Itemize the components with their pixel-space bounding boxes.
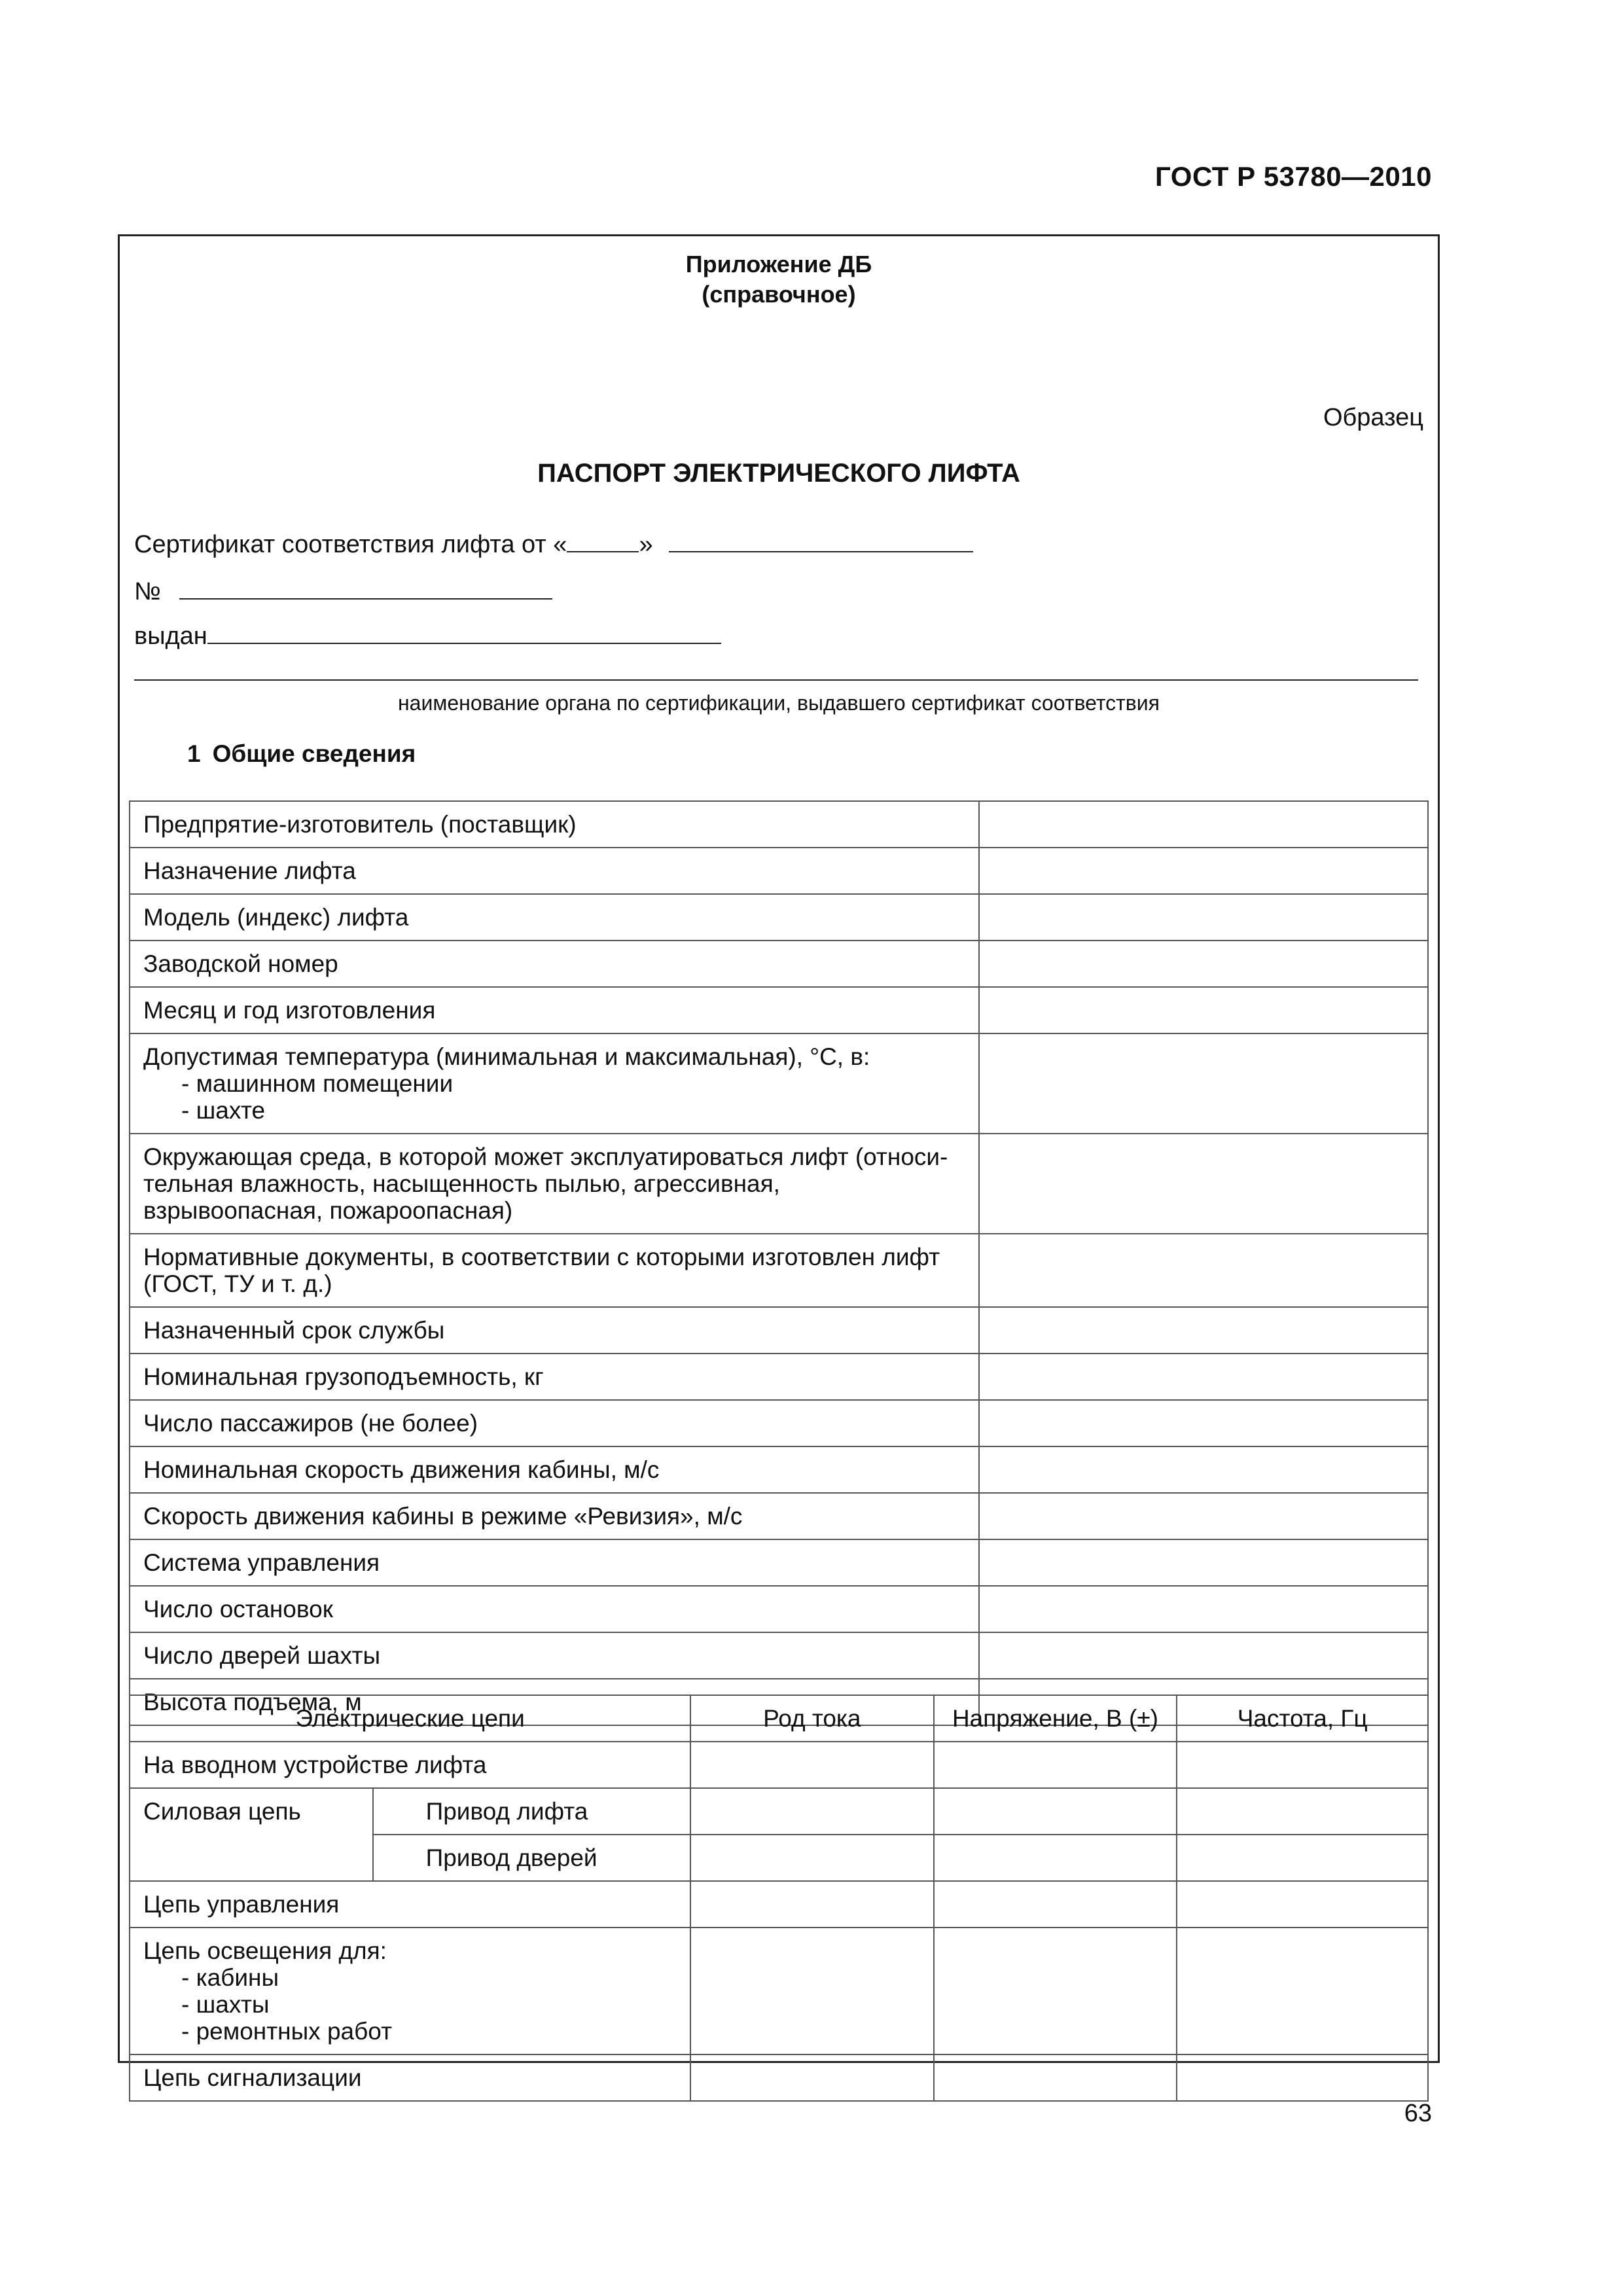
row-label-text: Окружающая среда, в которой может эксплуатироваться лифт (относи-тельная влажность, насыщенность пылью, агрессивная, взрывоопасная, пожароопасная) (143, 1143, 948, 1224)
issued-label: выдан (134, 622, 207, 650)
lighting-repair: - ремонтных работ (181, 2018, 393, 2045)
row-label-text: Система управления (143, 1549, 380, 1576)
row-label (130, 1539, 979, 1586)
row-label-text: Модель (индекс) лифта (143, 904, 409, 931)
certificate-day-blank[interactable] (567, 531, 639, 552)
sample-label: Образец (1323, 404, 1423, 431)
number-blank[interactable] (179, 579, 552, 600)
table-row (130, 1928, 1428, 2054)
row-label-text: Предпрятие-изготовитель (поставщик) (143, 811, 577, 838)
row-label (130, 801, 979, 848)
table-row (130, 848, 1428, 894)
value-cell[interactable] (979, 848, 1428, 894)
certification-body-blank[interactable] (134, 679, 1418, 681)
row-label (130, 1354, 979, 1400)
value-cell[interactable] (979, 1134, 1428, 1234)
value-cell[interactable] (934, 2054, 1177, 2101)
row-label (130, 1586, 979, 1632)
row-label (130, 987, 979, 1033)
value-cell[interactable] (1177, 1835, 1428, 1881)
row-label (130, 1134, 979, 1234)
row-label-text: Число дверей шахты (143, 1642, 381, 1669)
row-label-text: Назначение лифта (143, 857, 356, 884)
electrical-circuits-table (129, 1695, 1429, 2102)
circuit-signaling: Цепь сигнализации (130, 2054, 690, 2101)
header-current-type: Род тока (690, 1695, 933, 1742)
circuit-control: Цепь управления (130, 1881, 690, 1928)
row-label (130, 848, 979, 894)
table-row (130, 987, 1428, 1033)
value-cell[interactable] (1177, 1928, 1428, 2054)
row-sub-item: - машинном помещении (181, 1070, 454, 1097)
value-cell[interactable] (690, 1881, 933, 1928)
value-cell[interactable] (979, 1446, 1428, 1493)
table-row (130, 1881, 1428, 1928)
appendix-heading (120, 249, 1438, 310)
value-cell[interactable] (690, 1788, 933, 1835)
table-row (130, 1539, 1428, 1586)
section-title: Общие сведения (212, 740, 416, 767)
table-row (130, 1134, 1428, 1234)
row-label-text: Допустимая температура (минимальная и максимальная), °С, в: (143, 1043, 870, 1070)
table-row (130, 1400, 1428, 1446)
row-label-text: Номинальная скорость движения кабины, м/с (143, 1456, 660, 1483)
certificate-label: Сертификат соответствия лифта от « (134, 531, 567, 558)
number-line (134, 578, 552, 606)
value-cell[interactable] (934, 1788, 1177, 1835)
table-row (130, 2054, 1428, 2101)
certification-body-caption: наименование органа по сертификации, выдавшего сертификат соответствия (398, 691, 1160, 715)
table-row (130, 1586, 1428, 1632)
header-frequency: Частота, Гц (1177, 1695, 1428, 1742)
value-cell[interactable] (979, 987, 1428, 1033)
table-row (130, 1307, 1428, 1354)
value-cell[interactable] (1177, 1742, 1428, 1788)
lighting-shaft: - шахты (181, 1991, 270, 2018)
value-cell[interactable] (690, 1835, 933, 1881)
row-label (130, 1033, 979, 1134)
value-cell[interactable] (979, 1632, 1428, 1679)
row-label-text: Заводской номер (143, 950, 338, 977)
value-cell[interactable] (979, 1493, 1428, 1539)
table-row (130, 1033, 1428, 1134)
section-number: 1 (187, 740, 201, 767)
circuit-lighting-label: Цепь освещения для: (143, 1937, 387, 1964)
section-1-heading (187, 740, 416, 768)
row-label-text: Месяц и год изготовления (143, 997, 436, 1024)
form-frame (118, 234, 1440, 2091)
value-cell[interactable] (979, 1539, 1428, 1586)
table-row (130, 1493, 1428, 1539)
row-label-text: Назначенный срок службы (143, 1317, 445, 1344)
value-cell[interactable] (979, 894, 1428, 941)
value-cell[interactable] (1177, 1881, 1428, 1928)
row-label-text: Нормативные документы, в соответствии с которыми изготовлен лифт (ГОСТ, ТУ и т. д.) (143, 1244, 940, 1297)
lighting-cabin: - кабины (181, 1964, 279, 1991)
value-cell[interactable] (979, 1307, 1428, 1354)
circuit-power: Силовая цепь (130, 1788, 373, 1881)
issued-blank[interactable] (207, 623, 721, 644)
value-cell[interactable] (979, 1400, 1428, 1446)
value-cell[interactable] (979, 941, 1428, 987)
value-cell[interactable] (979, 1234, 1428, 1307)
row-label (130, 1307, 979, 1354)
value-cell[interactable] (690, 1928, 933, 2054)
standard-number: ГОСТ Р 53780—2010 (1155, 161, 1432, 192)
table-row (130, 1742, 1428, 1788)
header-circuits: Электрические цепи (130, 1695, 690, 1742)
circuit-power-door-drive: Привод дверей (373, 1835, 690, 1881)
circuit-lighting (130, 1928, 690, 2054)
value-cell[interactable] (979, 1033, 1428, 1134)
table-row (130, 1788, 1428, 1835)
circuit-power-lift-drive: Привод лифта (373, 1788, 690, 1835)
value-cell[interactable] (934, 1881, 1177, 1928)
value-cell[interactable] (979, 1586, 1428, 1632)
table-row (130, 941, 1428, 987)
table-row (130, 894, 1428, 941)
row-label (130, 1493, 979, 1539)
header-voltage: Напряжение, В (±) (934, 1695, 1177, 1742)
value-cell[interactable] (690, 1742, 933, 1788)
row-sub-item: - шахте (181, 1097, 266, 1124)
circuits-header-row (130, 1695, 1428, 1742)
row-label (130, 894, 979, 941)
row-label (130, 941, 979, 987)
row-label-text: Номинальная грузоподъемность, кг (143, 1363, 544, 1390)
value-cell[interactable] (979, 1354, 1428, 1400)
row-label-text: Число остановок (143, 1596, 333, 1623)
value-cell[interactable] (934, 1835, 1177, 1881)
table-row (130, 801, 1428, 848)
row-label (130, 1632, 979, 1679)
row-label (130, 1446, 979, 1493)
certificate-close-quote: » (639, 531, 653, 558)
row-label-text: Число пассажиров (не более) (143, 1410, 478, 1437)
table-row (130, 1234, 1428, 1307)
circuit-input-device: На вводном устройстве лифта (130, 1742, 690, 1788)
table-row (130, 1354, 1428, 1400)
value-cell[interactable] (1177, 1788, 1428, 1835)
general-info-table (129, 800, 1429, 1726)
appendix-kind: (справочное) (702, 281, 856, 308)
certificate-line (134, 531, 973, 559)
document-title: ПАСПОРТ ЭЛЕКТРИЧЕСКОГО ЛИФТА (537, 459, 1020, 488)
value-cell[interactable] (934, 1928, 1177, 2054)
row-label-text: Скорость движения кабины в режиме «Ревизия», м/с (143, 1503, 743, 1530)
value-cell[interactable] (979, 801, 1428, 848)
value-cell[interactable] (934, 1742, 1177, 1788)
row-label (130, 1400, 979, 1446)
table-row (130, 1446, 1428, 1493)
value-cell[interactable] (690, 2054, 933, 2101)
row-label (130, 1234, 979, 1307)
certificate-date-blank[interactable] (669, 531, 973, 552)
issued-line (134, 622, 721, 651)
row-label-text: Высота подъема, м (143, 1689, 362, 1715)
page-number: 63 (1404, 2100, 1432, 2127)
number-label: № (134, 578, 161, 605)
value-cell[interactable] (1177, 2054, 1428, 2101)
appendix-title: Приложение ДБ (685, 251, 872, 278)
table-row (130, 1632, 1428, 1679)
